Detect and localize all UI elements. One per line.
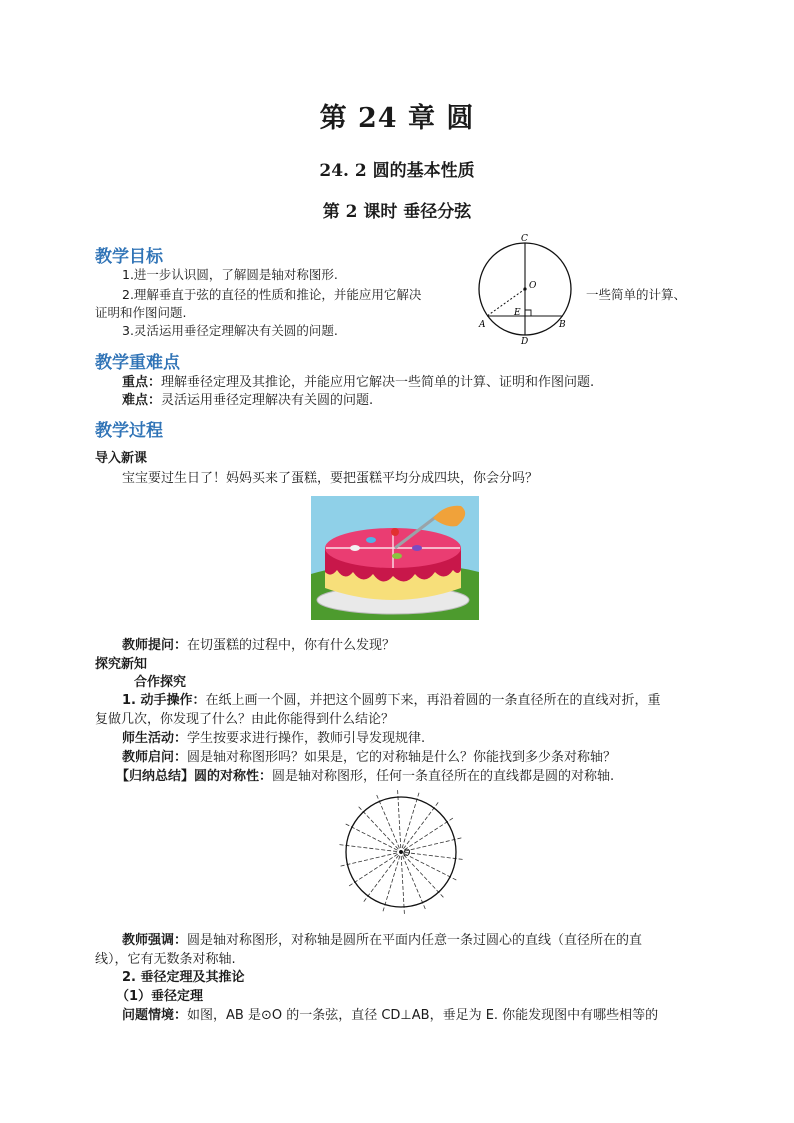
objective-3: 3.灵活运用垂径定理解决有关圆的问题. [122, 323, 338, 338]
scenario-label: 问题情境： [122, 1008, 188, 1023]
symmetry-center-label: O [403, 849, 411, 859]
summary-text: 圆是轴对称图形，任何一条直径所在的直线都是圆的对称轴. [272, 769, 615, 784]
objective-1: 1.进一步认识圆，了解圆是轴对称图形. [122, 267, 338, 282]
step1-text-b: 复做几次，你发现了什么？由此你能得到什么结论？ [95, 712, 395, 727]
label-e: E [514, 308, 521, 318]
key-point [122, 371, 594, 390]
activity-label: 师生活动： [122, 731, 188, 746]
activity [122, 727, 425, 746]
perpendicular-diameter-figure [474, 232, 578, 346]
coop-heading: 合作探究 [134, 675, 187, 690]
cake-candy-purple [412, 545, 422, 551]
cake-illustration [311, 496, 479, 620]
objectives-heading: 教学目标 [95, 247, 163, 267]
summary [116, 765, 614, 784]
lesson-title: 第 2 课时 垂径分弦 [322, 202, 472, 222]
step1-line-a [122, 689, 661, 708]
intro-heading: 导入新课 [95, 451, 148, 466]
scenario [122, 1004, 658, 1023]
explore-heading: 探究新知 [95, 657, 148, 672]
label-a: A [479, 320, 486, 330]
key-point-label: 重点： [122, 375, 162, 390]
intro-text: 宝宝要过生日了！妈妈买来了蛋糕，要把蛋糕平均分成四块，你会分吗？ [122, 471, 539, 486]
hard-point-label: 难点： [122, 393, 162, 408]
symmetry-axes-figure [336, 786, 466, 918]
teacher-ask-label: 教师启问： [122, 750, 188, 765]
step2-subheading: （1）垂径定理 [116, 989, 204, 1004]
label-o: O [529, 281, 537, 291]
step1-text-a: 在纸上画一个圆，并把这个圆剪下来，再沿着圆的一条直径所在的直线对折，重 [205, 693, 661, 708]
step1-label: 1. 动手操作： [122, 693, 206, 708]
difficulties-heading: 教学重难点 [95, 353, 180, 373]
objective-2a: 2.理解垂直于弦的直径的性质和推论，并能应用它解决 [122, 287, 422, 302]
emphasis-label: 教师强调： [122, 933, 188, 948]
label-c: C [521, 234, 528, 244]
emphasis-line-a [122, 929, 642, 948]
hard-point-text: 灵活运用垂径定理解决有关圆的问题. [161, 393, 374, 408]
objective-2b: 一些简单的计算、 [586, 287, 687, 302]
cake-candy-white [350, 545, 360, 551]
label-d: D [521, 337, 529, 346]
objective-2c: 证明和作图问题. [95, 305, 187, 320]
label-b: B [559, 320, 566, 330]
process-heading: 教学过程 [95, 421, 163, 441]
key-point-text: 理解垂径定理及其推论，并能应用它解决一些简单的计算、证明和作图问题. [161, 375, 595, 390]
emphasis-text-b: 线），它有无数条对称轴. [95, 952, 236, 967]
teacher-ask-text: 圆是轴对称图形吗？如果是，它的对称轴是什么？你能找到多少条对称轴？ [187, 750, 617, 765]
section-title: 24. 2 圆的基本性质 [319, 161, 475, 181]
scenario-text: 如图，AB 是⊙O 的一条弦，直径 CD⊥AB，垂足为 E. 你能发现图中有哪些相等的 [187, 1008, 659, 1023]
activity-text: 学生按要求进行操作，教师引导发现规律. [187, 731, 426, 746]
hard-point [122, 389, 373, 408]
step2-heading: 2. 垂径定理及其推论 [122, 970, 245, 985]
cake-candy-blue [366, 537, 376, 543]
emphasis-text-a: 圆是轴对称图形，对称轴是圆所在平面内任意一条过圆心的直线（直径所在的直 [187, 933, 643, 948]
cake-candy-green [392, 553, 402, 559]
teacher-ask [122, 746, 616, 765]
center-dot [523, 287, 526, 290]
cake-cherry [391, 528, 399, 536]
chapter-title: 第 24 章 圆 [319, 103, 475, 134]
teacher-question-text: 在切蛋糕的过程中，你有什么发现？ [187, 638, 396, 653]
summary-label: 【归纳总结】圆的对称性： [116, 769, 273, 784]
right-angle-mark [525, 310, 531, 316]
teacher-question-label: 教师提问： [122, 638, 188, 653]
teacher-question [122, 634, 395, 653]
